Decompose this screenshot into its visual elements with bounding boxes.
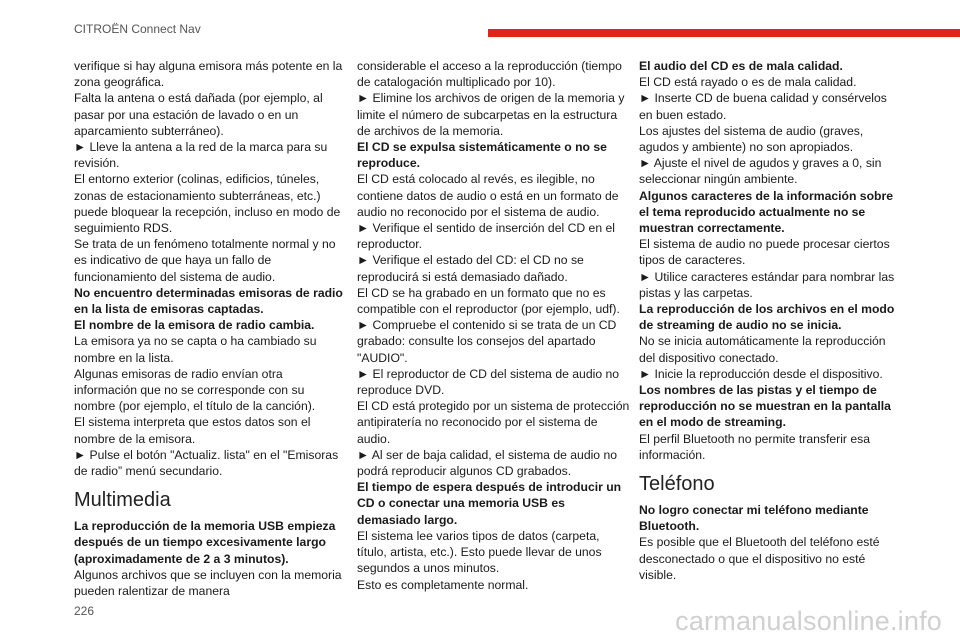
paragraph: El sistema de audio no puede procesar ciertos tipos de caracteres. — [639, 237, 890, 268]
paragraph: El sistema interpreta que estos datos son el nombre de la emisora. — [74, 415, 311, 446]
paragraph: La emisora ya no se capta o ha cambiado su nombre en la lista. — [74, 334, 317, 365]
paragraph: No se inicia automáticamente la reproducción del dispositivo conectado. — [639, 334, 886, 365]
question-heading: El CD se expulsa sistemáticamente o no se reproduce. — [357, 140, 607, 171]
paragraph: El CD está colocado al revés, es ilegible, no contiene datos de audio o está en un formato de audio no reconocido por el sistema de audio. — [357, 172, 619, 219]
paragraph: ► Al ser de baja calidad, el sistema de audio no podrá reproducir algunos CD grabados. — [357, 447, 618, 479]
question-heading: Algunos caracteres de la información sobre el tema reproducido actualmente no se muestran correctamente. — [639, 188, 893, 236]
paragraph: ► Elimine los archivos de origen de la memoria y limite el número de subcarpetas en la estructura de archivos de la memoria. — [357, 91, 625, 138]
paragraph: El entorno exterior (colinas, edificios, túneles, zonas de estacionamiento subterráneas, etc.) puede bloquear la recepción, incluso en modo de seguimiento RDS. — [74, 172, 341, 236]
question-heading: Los nombres de las pistas y el tiempo de reproducción no se muestran en la pantalla en el modo de streaming. — [639, 383, 891, 430]
question-heading: No logro conectar mi teléfono mediante Bluetooth. — [639, 503, 869, 534]
paragraph: Se trata de un fenómeno totalmente normal y no es indicativo de que haya un fallo de funcionamiento del sistema de audio. — [74, 237, 336, 284]
paragraph: Esto es completamente normal. — [357, 577, 529, 592]
column-3 — [639, 58, 901, 583]
question-heading: No encuentro determinadas emisoras de radio en la lista de emisoras captadas. — [74, 285, 343, 317]
paragraph: ► Lleve la antena a la red de la marca para su revisión. — [74, 140, 328, 171]
paragraph: Falta la antena o está dañada (por ejemplo, al pasar por una estación de lavado o en un aparcamiento subterráneo). — [74, 91, 323, 138]
header-accent-bar — [488, 29, 960, 37]
paragraph: El sistema lee varios tipos de datos (carpeta, título, artista, etc.). Esto puede llevar de unos segundos a unos minutos. — [357, 528, 602, 576]
paragraph: Algunas emisoras de radio envían otra información que no se corresponde con su nombre (por ejemplo, el título de la canción). — [74, 366, 316, 414]
paragraph: ► Verifique el estado del CD: el CD no se reproducirá si está demasiado dañado. — [357, 253, 584, 284]
page-number: 226 — [74, 604, 95, 618]
paragraph: verifique si hay alguna emisora más potente en la zona geográfica. — [74, 59, 343, 90]
paragraph: ► Ajuste el nivel de agudos y graves a 0, sin seleccionar ningún ambiente. — [639, 156, 882, 187]
paragraph: ► Inserte CD de buena calidad y consérvelos en buen estado. — [639, 91, 887, 122]
column-1 — [74, 58, 348, 599]
paragraph: ► Verifique el sentido de inserción del CD en el reproductor. — [357, 221, 615, 252]
paragraph: ► Utilice caracteres estándar para nombrar las pistas y las carpetas. — [639, 269, 895, 300]
paragraph: El CD está protegido por un sistema de protección antipiratería no reconocido por el sistema de audio. — [357, 399, 630, 446]
paragraph: El CD está rayado o es de mala calidad. — [639, 75, 857, 90]
section-heading: Teléfono — [639, 473, 715, 496]
question-heading: La reproducción de los archivos en el modo de streaming de audio no se inicia. — [639, 302, 895, 333]
header-title: CITROËN Connect Nav — [74, 22, 201, 36]
question-heading: El tiempo de espera después de introducir un CD o conectar una memoria USB es demasiado largo. — [357, 480, 622, 527]
question-heading: El audio del CD es de mala calidad. — [639, 59, 843, 73]
section-heading: Multimedia — [74, 489, 171, 512]
question-heading: El nombre de la emisora de radio cambia. — [74, 318, 315, 333]
paragraph: Los ajustes del sistema de audio (graves, agudos y ambiente) no son apropiados. — [639, 123, 864, 155]
paragraph: ► Pulse el botón "Actualiz. lista" en el "Emisoras de radio” menú secundario. — [74, 447, 339, 479]
paragraph: El perfil Bluetooth no permite transferir esa información. — [639, 431, 870, 462]
watermark: carmanualsonline.info — [675, 606, 942, 636]
paragraph: considerable el acceso a la reproducción (tiempo de catalogación multiplicado por 10). — [357, 59, 622, 90]
paragraph: ► El reproductor de CD del sistema de audio no reproduce DVD. — [357, 366, 620, 398]
paragraph: El CD se ha grabado en un formato que no es compatible con el reproductor (por ejemplo, udf). — [357, 285, 620, 317]
paragraph: ► Compruebe el contenido si se trata de un CD grabado: consulte los consejos del apartado "AUDIO". — [357, 318, 617, 365]
paragraph: Es posible que el Bluetooth del teléfono esté desconectado o que el dispositivo no esté visible. — [639, 535, 880, 582]
column-2 — [357, 58, 631, 593]
paragraph: Algunos archivos que se incluyen con la memoria pueden ralentizar de manera — [74, 567, 342, 599]
question-heading: La reproducción de la memoria USB empieza después de un tiempo excesivamente largo (aproximadamente de 2 a 3 minutos). — [74, 519, 336, 566]
paragraph: ► Inicie la reproducción desde el dispositivo. — [639, 366, 883, 381]
